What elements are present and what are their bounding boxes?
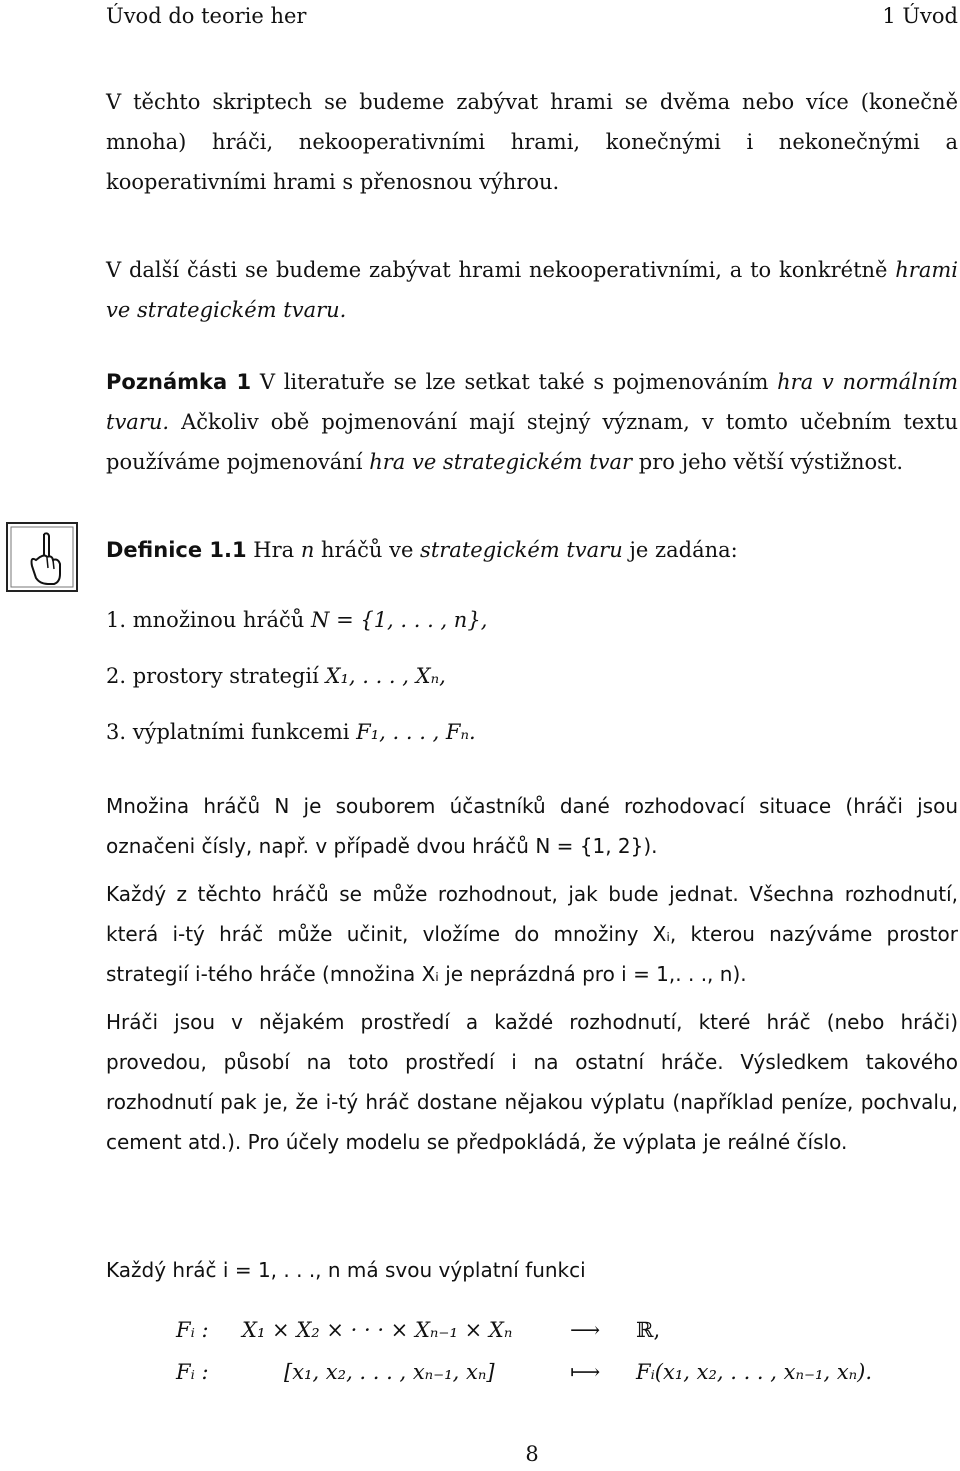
header-section: 1 Úvod [882,4,958,28]
note-text-2: Ačkoliv obě pojmenování mají stejný význam, v tomto učebním textu používáme pojmenování [106,410,958,474]
definition-text-3: je zadána: [622,538,738,562]
definition-text-1: Hra [246,538,301,562]
note-label: Poznámka 1 [106,370,252,394]
definition-list [106,600,958,768]
list-item [106,712,958,768]
header-title: Úvod do teorie her [106,4,307,28]
list-item-number: 3. [106,720,127,744]
list-item-text: výplatními funkcemi [132,720,357,744]
list-item-text: množinou hráčů [132,608,312,632]
pointing-hand-icon [6,522,78,592]
intro-paragraph-1 [106,82,958,202]
list-item-math: F₁, . . . , Fₙ. [356,720,476,744]
formula-arrow: ⟶ [570,1318,601,1342]
formula-lhs: Fᵢ : [176,1360,209,1384]
list-item-number: 1. [106,608,127,632]
formula-row-2 [176,1352,956,1392]
body-text-4: Každý hráč i = 1, . . ., n má svou výplatní funkci [106,1258,586,1282]
formula-domain: [x₁, x₂, . . . , xₙ₋₁, xₙ] [284,1360,495,1384]
intro-text-1: V těchto skriptech se budeme zabývat hrami se dvěma nebo více (konečně mnoha) hráči, nekooperativními hrami, konečnými i nekonečnými a kooperativními hrami s přenosnou výhrou. [106,90,958,194]
body-paragraph-4 [106,1250,958,1290]
body-paragraph-1 [106,786,958,866]
definition-var-n: n [300,538,315,562]
formula-lhs: Fᵢ : [176,1318,209,1342]
note-block [106,362,958,482]
page-number: 8 [525,1442,539,1466]
definition-label: Definice 1.1 [106,538,247,562]
body-text-1: Množina hráčů N je souborem účastníků dané rozhodovací situace (hráči jsou označeni čísly, např. v případě dvou hráčů N = {1, 2}). [106,794,958,858]
intro-paragraph-2 [106,250,958,330]
definition-emphasis: strategickém tvaru [420,538,623,562]
body-text-3: Hráči jsou v nějakém prostředí a každé rozhodnutí, které hráč (nebo hráči) provedou, působí na toto prostředí i na ostatní hráče. Výsledkem takového rozhodnutí pak je, že i-tý hráč dostane nějakou výplatu (například peníze, pochvalu, cement atd.). Pro účely modelu se předpokládá, že výplata je reálné číslo. [106,1010,958,1154]
note-text-3: pro jeho větší výstižnost. [632,450,904,474]
body-paragraph-3 [106,1002,958,1162]
formula-image: Fᵢ(x₁, x₂, . . . , xₙ₋₁, xₙ). [636,1360,873,1384]
list-item-text: prostory strategií [132,664,326,688]
running-head [106,2,958,30]
page [106,0,958,1471]
formula-codomain: ℝ, [636,1318,661,1342]
note-text-1: V literatuře se lze setkat také s pojmenováním [251,370,778,394]
note-emphasis-1: hra v normálním tvaru. [106,370,959,434]
list-item-math: X₁, . . . , Xₙ, [325,664,446,688]
definition-heading [106,530,958,570]
formula-domain: X₁ × X₂ × · · · × Xₙ₋₁ × Xₙ [242,1318,513,1342]
list-item-math: N = {1, . . . , n}, [311,608,488,632]
definition-text-2: hráčů ve [314,538,421,562]
body-text-2: Každý z těchto hráčů se může rozhodnout, jak bude jednat. Všechna rozhodnutí, která i-tý hráč může učinit, vložíme do množiny Xᵢ, kterou nazýváme prostor strategií i-tého hráče (množina Xᵢ je neprázdná pro i = 1,. . ., n). [106,882,958,986]
intro-emphasis: hrami ve strategickém tvaru. [106,258,958,322]
note-emphasis-2: hra ve strategickém tvar [369,450,633,474]
formula-arrow: ⟼ [570,1360,601,1384]
intro-text-2: V další části se budeme zabývat hrami nekooperativními, a to konkrétně [106,258,896,282]
list-item-number: 2. [106,664,127,688]
list-item [106,600,958,656]
formula-row-1 [176,1310,956,1350]
body-paragraph-2 [106,874,958,994]
list-item [106,656,958,712]
